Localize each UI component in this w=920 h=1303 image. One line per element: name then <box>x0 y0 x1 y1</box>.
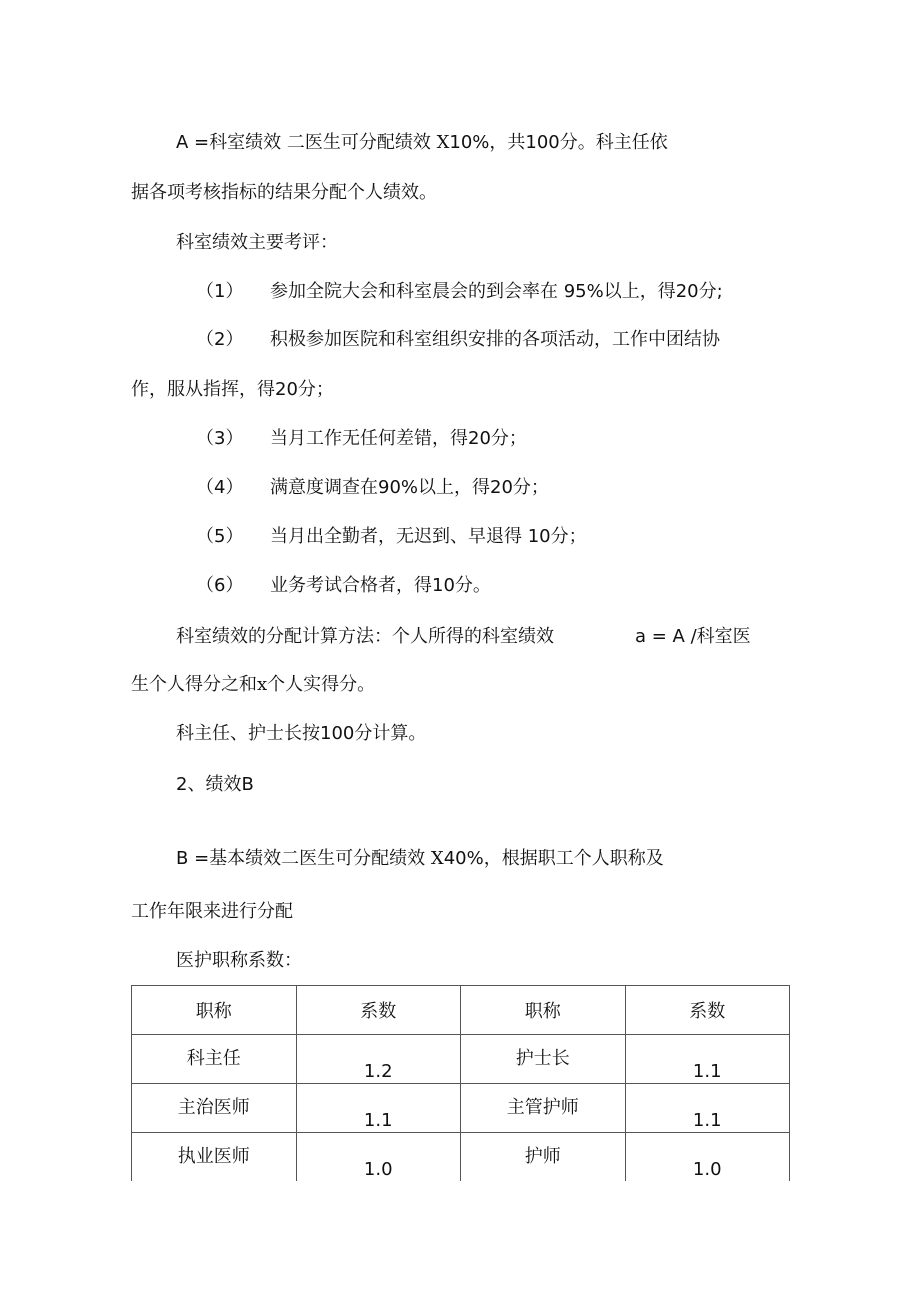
table-row <box>132 1035 790 1084</box>
coefficient-value: 1.0 <box>692 1158 722 1180</box>
table-cell <box>461 1133 626 1182</box>
table-header-cell: 职称 <box>132 986 297 1035</box>
list-item-text: 满意度调查在90%以上，得20分； <box>270 477 549 498</box>
list-item-number: （4） <box>196 477 244 498</box>
coefficient-value: 1.1 <box>692 1060 722 1082</box>
list-item-number: （5） <box>196 526 244 547</box>
coefficient-value: 1.1 <box>363 1109 393 1131</box>
allocation-method-line-1a: 科室绩效的分配计算方法：个人所得的科室绩效 <box>176 626 554 647</box>
table-cell <box>296 1035 461 1084</box>
coefficient-table-caption: 医护职称系数： <box>176 950 302 971</box>
section-heading-dept-evaluation: 科室绩效主要考评： <box>176 232 338 253</box>
text-segment: A =科室绩效 二医生可分配绩效 <box>176 132 437 153</box>
table-cell <box>461 1084 626 1133</box>
list-item-text: 当月工作无任何差错，得20分； <box>270 428 527 449</box>
table-header-cell: 系数 <box>296 986 461 1035</box>
text-segment: 40%，根据职工个人职称及 <box>443 848 664 869</box>
text-segment: 个人实得分。 <box>267 674 376 695</box>
title-name: 科主任 <box>186 1048 241 1069</box>
title-name: 护士长 <box>515 1048 570 1069</box>
table-cell <box>296 1133 461 1182</box>
list-item-number: （6） <box>196 575 244 596</box>
paragraph-b-line-1 <box>176 847 664 871</box>
list-item-number: （3） <box>196 428 244 449</box>
list-item-text: 当月出全勤者，无迟到、早退得 10分； <box>270 526 587 547</box>
table-cell <box>461 1035 626 1084</box>
multiply-symbol: X <box>436 132 450 153</box>
multiply-symbol: x <box>257 674 268 695</box>
director-note: 科主任、护士长按100分计算。 <box>176 723 427 744</box>
paragraph-a-line-2: 据各项考核指标的结果分配个人绩效。 <box>131 182 437 203</box>
table-cell <box>132 1133 297 1182</box>
text-segment: 生个人得分之和 <box>131 674 257 695</box>
table-cell <box>132 1035 297 1084</box>
title-name: 主管护师 <box>506 1097 579 1118</box>
paragraph-b-line-2: 工作年限来进行分配 <box>131 901 293 922</box>
table-row <box>132 1084 790 1133</box>
text-segment: 10%，共100分。科主任依 <box>449 132 668 153</box>
table-header-cell: 职称 <box>461 986 626 1035</box>
table-cell <box>625 1084 790 1133</box>
list-item-text-continued: 作，服从指挥，得20分； <box>131 379 334 400</box>
paragraph-a-line-1 <box>176 131 668 155</box>
table-header-cell: 系数 <box>625 986 790 1035</box>
table-cell <box>296 1084 461 1133</box>
table-cell <box>625 1133 790 1182</box>
allocation-formula: a = A /科室医 <box>635 626 751 647</box>
table-row <box>132 1133 790 1182</box>
title-name: 护师 <box>524 1146 561 1167</box>
list-item-text: 业务考试合格者，得10分。 <box>270 575 491 596</box>
section-heading-performance-b: 2、绩效B <box>176 774 254 795</box>
table-header-row <box>132 986 790 1035</box>
title-name: 主治医师 <box>177 1097 250 1118</box>
text-segment: B =基本绩效二医生可分配绩效 <box>176 848 431 869</box>
list-item-number: （1） <box>196 281 244 302</box>
coefficient-value: 1.1 <box>692 1109 722 1131</box>
title-name: 执业医师 <box>177 1146 250 1167</box>
list-item-text: 参加全院大会和科室晨会的到会率在 95%以上，得20分; <box>270 281 723 302</box>
allocation-method-line-2 <box>131 673 375 697</box>
coefficient-value: 1.2 <box>363 1060 393 1082</box>
list-item-number: （2） <box>196 329 244 350</box>
list-item-text: 积极参加医院和科室组织安排的各项活动，工作中团结协 <box>270 329 720 350</box>
multiply-symbol: X <box>430 848 444 869</box>
coefficient-value: 1.0 <box>363 1158 393 1180</box>
table-cell <box>132 1084 297 1133</box>
table-cell <box>625 1035 790 1084</box>
coefficient-table <box>131 985 790 1181</box>
